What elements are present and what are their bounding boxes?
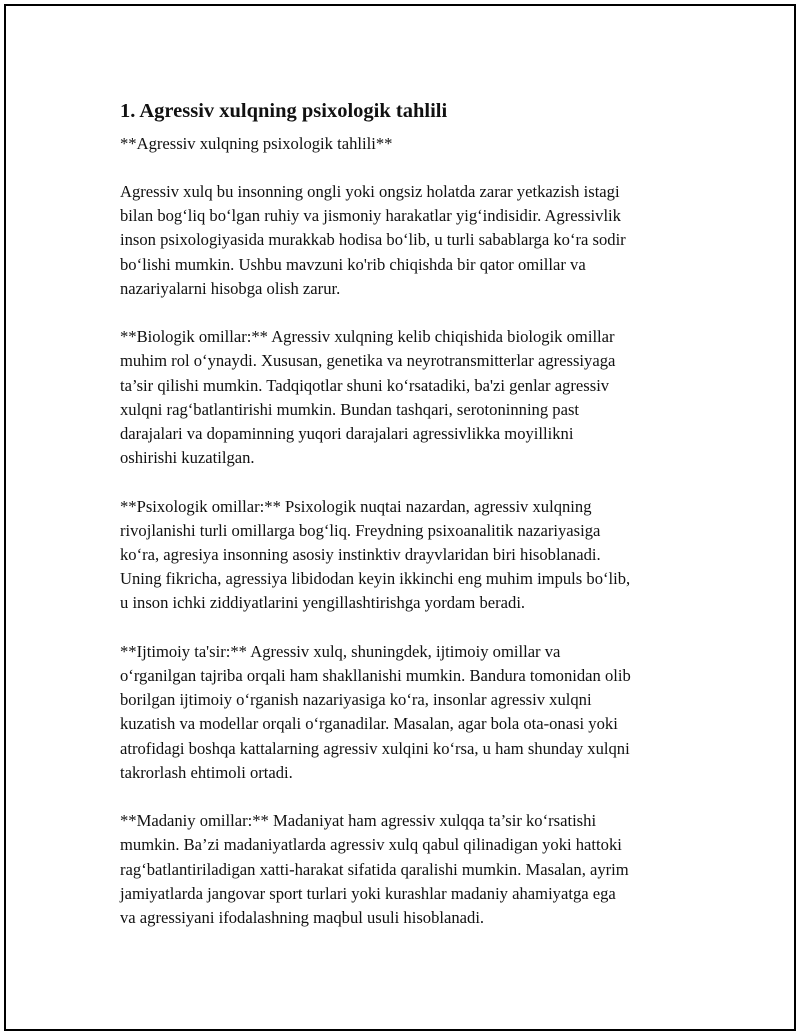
paragraph-social-influence xyxy=(120,640,700,785)
text-line: ta’sir qilishi mumkin. Tadqiqotlar shuni ko‘rsatadiki, ba'zi genlar agressiv xyxy=(120,375,610,395)
paragraph-psychological-factors xyxy=(120,495,700,616)
text-line: jamiyatlarda jangovar sport turlari yoki kurashlar madaniy ahamiyatga ega xyxy=(120,883,616,903)
text-line: bo‘lishi mumkin. Ushbu mavzuni ko'rib chiqishda bir qator omillar va xyxy=(120,254,586,274)
text-line: atrofidagi boshqa kattalarning agressiv xulqini ko‘rsa, u ham shunday xulqni xyxy=(120,738,630,758)
text-line: u inson ichki ziddiyatlarini yengillashtirishga yordam beradi. xyxy=(120,593,526,613)
text-line: inson psixologiyasida murakkab hodisa bo‘lib, u turli sabablarga ko‘ra sodir xyxy=(120,230,626,250)
text-line: mumkin. Ba’zi madaniyatlarda agressiv xulq qabul qilinadigan yoki hattoki xyxy=(120,835,622,855)
document-body xyxy=(120,98,700,954)
text-line: nazariyalarni hisobga olish zarur. xyxy=(120,278,341,298)
text-line: bilan bog‘liq bo‘lgan ruhiy va jismoniy harakatlar yig‘indisidir. Agressivlik xyxy=(120,206,621,226)
text-line: **Psixologik omillar:** Psixologik nuqtai nazardan, agressiv xulqning xyxy=(120,496,592,516)
paragraph-biological-factors xyxy=(120,325,700,470)
text-line: rag‘batlantiriladigan xatti-harakat sifatida qaralishi mumkin. Masalan, ayrim xyxy=(120,859,629,879)
text-line: oshirishi kuzatilgan. xyxy=(120,448,255,468)
text-line: muhim rol o‘ynaydi. Xususan, genetika va neyrotransmitterlar agressiyaga xyxy=(120,351,616,371)
text-line: Agressiv xulq bu insonning ongli yoki ongsiz holatda zarar yetkazish istagi xyxy=(120,182,620,201)
text-line: **Biologik omillar:** Agressiv xulqning kelib chiqishida biologik omillar xyxy=(120,327,615,347)
text-line: va agressiyani ifodalashning maqbul usuli hisoblanadi. xyxy=(120,908,485,928)
document-subtitle: **Agressiv xulqning psixologik tahlili** xyxy=(120,134,393,153)
text-line: darajalari va dopaminning yuqori darajalari agressivlikka moyillikni xyxy=(120,424,574,444)
paragraph-cultural-factors xyxy=(120,809,700,930)
text-line: Uning fikricha, agressiya libidodan keyin ikkinchi eng muhim impuls bo‘lib, xyxy=(120,569,631,589)
text-line: **Ijtimoiy ta'sir:** Agressiv xulq, shuningdek, ijtimoiy omillar va xyxy=(120,641,561,661)
text-line: takrorlash ehtimoli ortadi. xyxy=(120,762,293,782)
document-title: 1. Agressiv xulqning psixologik tahlili xyxy=(120,100,448,122)
text-line: xulqni rag‘batlantirishi mumkin. Bundan tashqari, serotoninning past xyxy=(120,399,580,419)
text-line: ko‘ra, agresiya insonning asosiy instinktiv drayvlaridan biri hisoblanadi. xyxy=(120,545,601,565)
text-line: kuzatish va modellar orqali o‘rganadilar. Masalan, agar bola ota-onasi yoki xyxy=(120,714,618,734)
page-frame xyxy=(4,4,796,1031)
paragraph-introduction xyxy=(120,180,700,301)
text-line: rivojlanishi turli omillarga bog‘liq. Freydning psixoanalitik nazariyasiga xyxy=(120,520,601,540)
text-line: o‘rganilgan tajriba orqali ham shakllanishi mumkin. Bandura tomonidan olib xyxy=(120,666,631,686)
text-line: **Madaniy omillar:** Madaniyat ham agressiv xulqqa ta’sir ko‘rsatishi xyxy=(120,811,597,831)
text-line: borilgan ijtimoiy o‘rganish nazariyasiga ko‘ra, insonlar agressiv xulqni xyxy=(120,690,592,710)
